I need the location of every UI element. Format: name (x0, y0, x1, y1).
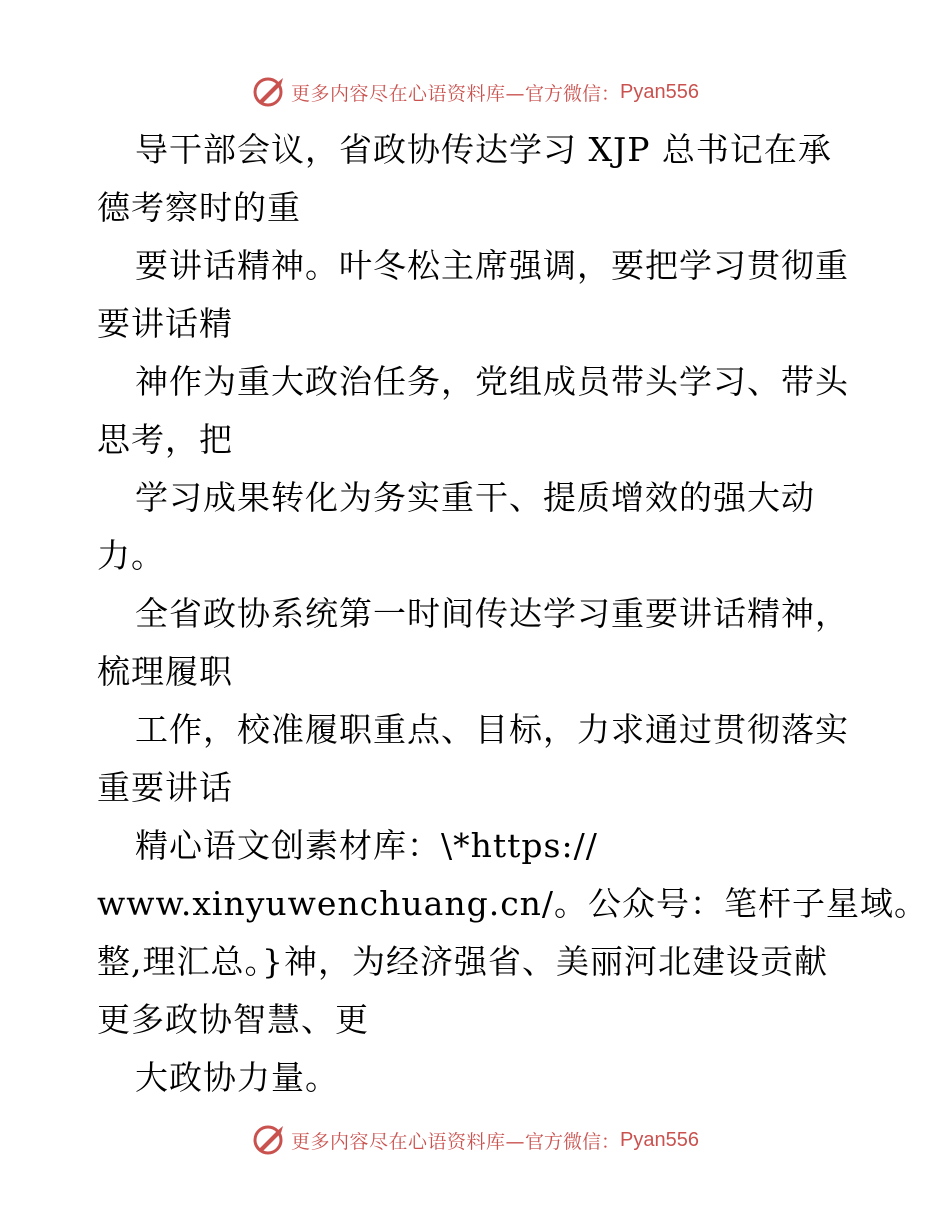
banner-wechat-label: 官方微信： (525, 1130, 621, 1153)
text-line: www.xinyuwenchuang.cn/。公众号：笔杆子星域。 (97, 884, 929, 923)
text-line: 全省政协系统第一时间传达学习重要讲话精神， (135, 594, 849, 633)
footer-banner (0, 1120, 950, 1160)
text-line: 精心语文创素材库：\*https:// (135, 826, 598, 865)
text-line: 更多政协智慧、更 (97, 1000, 369, 1039)
text-line: 整,理汇总。}神，为经济强省、美丽河北建设贡献 (97, 942, 828, 981)
text-line: 德考察时的重 (97, 188, 301, 227)
banner-wechat-id: Pyan556 (620, 1128, 699, 1151)
header-banner (0, 72, 950, 112)
text-line: 神作为重大政治任务，党组成员带头学习、带头 (135, 362, 849, 401)
document-body (97, 121, 929, 1107)
text-line: 工作，校准履职重点、目标，力求通过贯彻落实 (135, 710, 849, 749)
text-line: 梳理履职 (97, 652, 233, 691)
banner-wechat-id: Pyan556 (620, 80, 699, 103)
text-line: 要讲话精神。叶冬松主席强调，要把学习贯彻重 (135, 246, 849, 285)
text-line: 要讲话精 (97, 304, 233, 343)
text-line: 导干部会议，省政协传达学习 XJP 总书记在承 (135, 130, 832, 169)
banner-wechat-label: 官方微信： (525, 82, 621, 105)
quill-pen-logo-icon (251, 1122, 287, 1158)
quill-pen-logo-icon (251, 74, 287, 110)
banner-site-text: 更多内容尽在心语资料库— (291, 82, 526, 105)
text-line: 学习成果转化为务实重干、提质增效的强大动 (135, 478, 815, 517)
text-line: 思考，把 (97, 420, 233, 459)
text-line: 重要讲话 (97, 768, 233, 807)
banner-site-text: 更多内容尽在心语资料库— (291, 1130, 526, 1153)
text-line: 大政协力量。 (135, 1058, 339, 1097)
text-line: 力。 (97, 536, 165, 575)
